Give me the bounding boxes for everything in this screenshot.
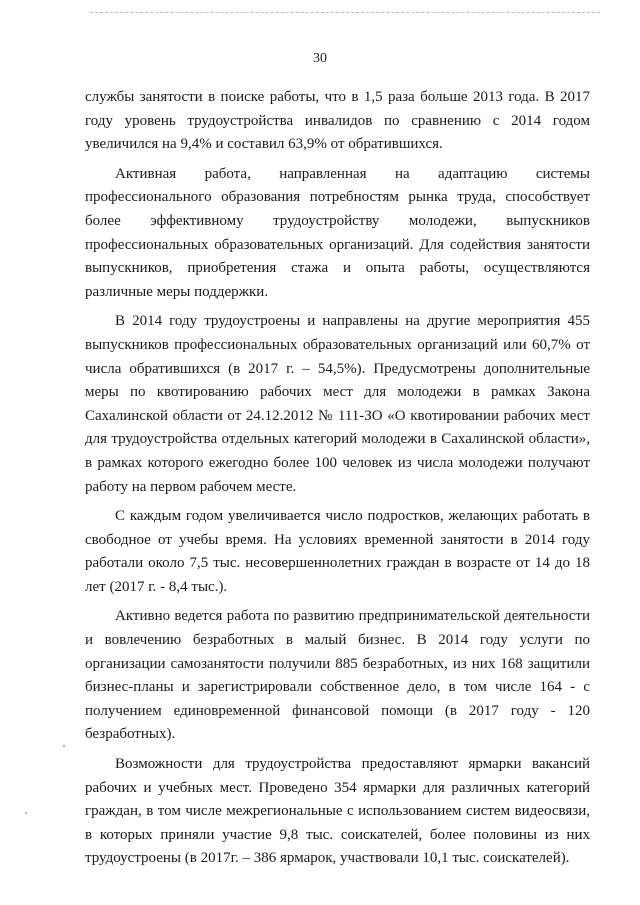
paragraph-continuation: службы занятости в поиске работы, что в 1,5 раза больше 2013 года. В 2017 году уровень трудоустройства инвалидов по сравнению с 2014 годом увеличился на 9,4% и составил 63,9% от обратившихся. (85, 89, 590, 153)
paragraph: В 2014 году трудоустроены и направлены на другие мероприятия 455 выпускников профессиональных образовательных организаций или 60,7% от числа обратившихся (в 2017 г. – 54,5%). Предусмотрены дополнительные меры по квотированию рабочих мест для молодежи в рамках Закона Сахалинской области от 24.12.2012 № 111-ЗО «О квотировании рабочих мест для трудоустройства отдельных категорий молодежи в Сахалинской области», в рамках которого ежегодно более 100 человек из числа молодежи получают работу на первом рабочем месте. (85, 313, 590, 495)
scan-speck (63, 745, 65, 747)
paragraph: Активная работа, направленная на адаптацию системы профессионального образования потребностям рынка труда, способствует более эффективному трудоустройству молодежи, выпускников профессиональных образовательных организаций. Для содействия занятости выпускников, приобретения стажа и опыта работы, осуществляются различные меры поддержки. (85, 165, 590, 300)
paragraph: Возможности для трудоустройства предоставляют ярмарки вакансий рабочих и учебных мест. Проведено 354 ярмарки для различных категорий граждан, в том числе межрегиональные с использованием систем видеосвязи, в которых приняли участие 9,8 тыс. соискателей, более половины из них трудоустроены (в 2017г. – 386 ярмарок, участвовали 10,1 тыс. соискателей). (85, 756, 590, 867)
page-number: 30 (313, 51, 327, 66)
document-body (85, 86, 590, 877)
scan-speck (25, 812, 27, 814)
paragraph: Активно ведется работа по развитию предпринимательской деятельности и вовлечению безработных в малый бизнес. В 2014 году услуги по организации самозанятости получили 885 безработных, из них 168 защитили бизнес-планы и зарегистрировали собственное дело, в том числе 164 - с получением единовременной финансовой помощи (в 2017 году - 120 безработных). (85, 608, 590, 743)
scan-edge-line (90, 12, 600, 13)
paragraph: С каждым годом увеличивается число подростков, желающих работать в свободное от учебы время. На условиях временной занятости в 2014 году работали около 7,5 тыс. несовершеннолетних граждан в возрасте от 14 до 18 лет (2017 г. - 8,4 тыс.). (85, 508, 590, 595)
